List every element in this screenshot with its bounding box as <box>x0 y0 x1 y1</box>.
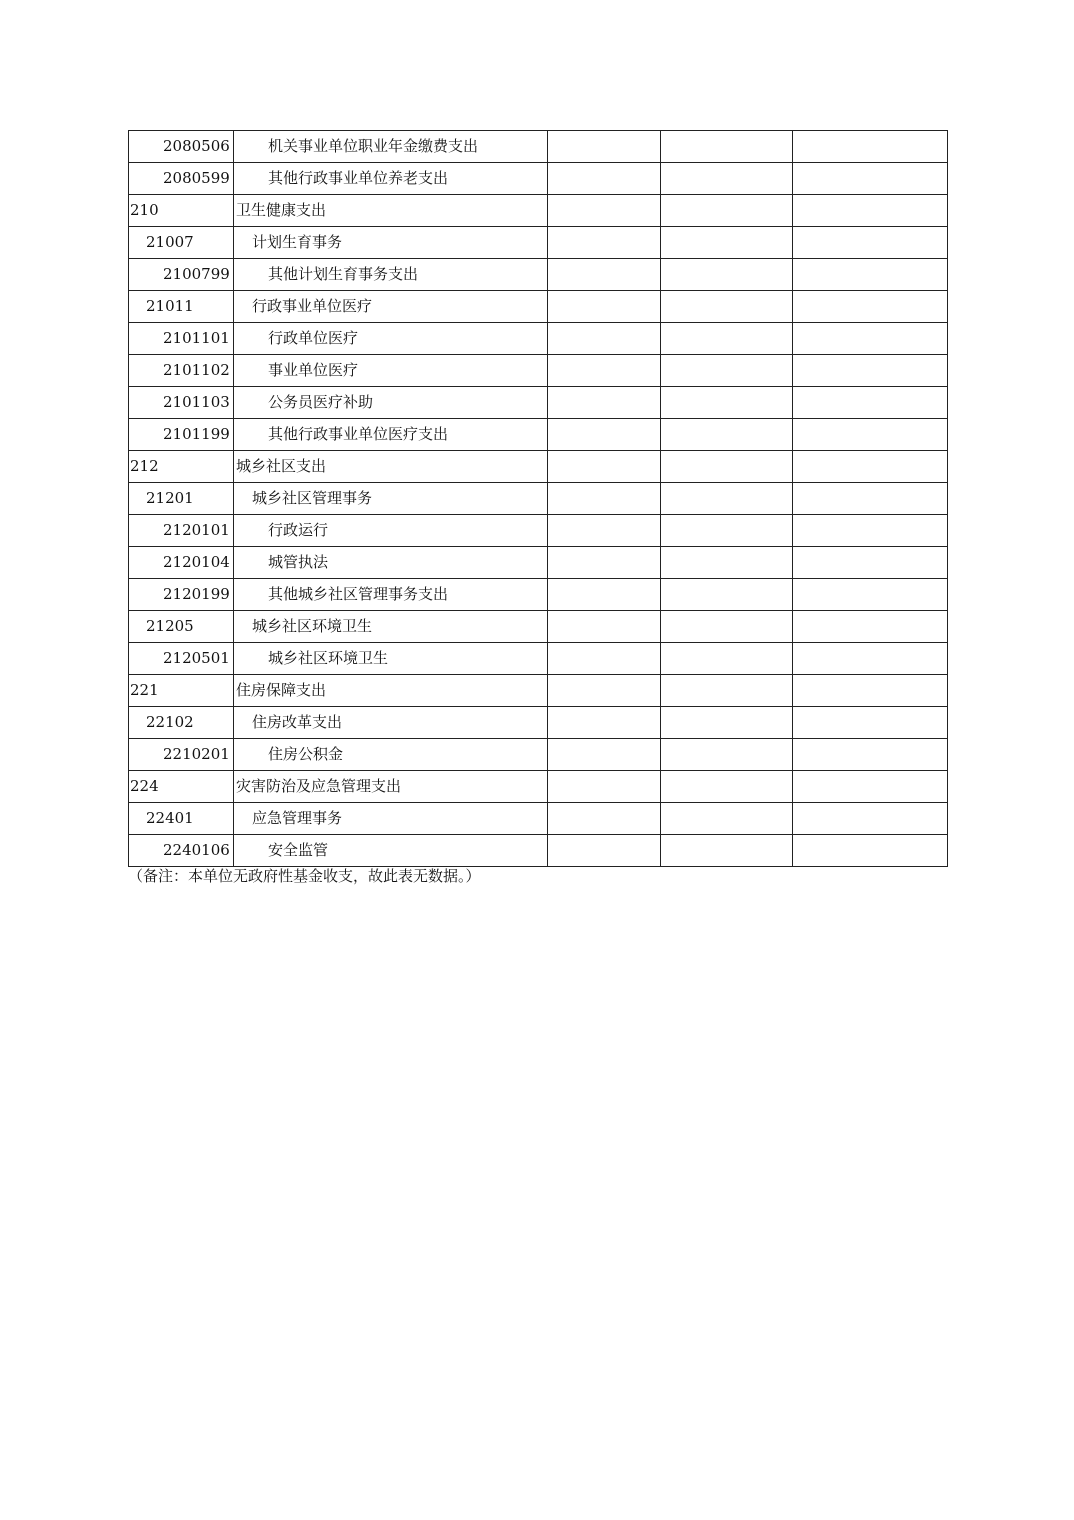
table-row <box>129 227 948 259</box>
table-row <box>129 739 948 771</box>
amount-cell-1 <box>548 451 661 483</box>
budget-table-container <box>128 130 947 867</box>
subject-name-cell: 其他城乡社区管理事务支出 <box>234 579 548 611</box>
amount-cell-1 <box>548 323 661 355</box>
amount-cell-2 <box>661 515 793 547</box>
amount-cell-2 <box>661 739 793 771</box>
subject-code-cell: 221 <box>129 675 234 707</box>
amount-cell-3 <box>793 803 948 835</box>
subject-code-cell: 22102 <box>129 707 234 739</box>
subject-code-cell: 2120101 <box>129 515 234 547</box>
amount-cell-3 <box>793 227 948 259</box>
amount-cell-2 <box>661 803 793 835</box>
amount-cell-3 <box>793 323 948 355</box>
amount-cell-1 <box>548 803 661 835</box>
amount-cell-1 <box>548 163 661 195</box>
subject-name-cell: 城乡社区环境卫生 <box>234 611 548 643</box>
table-row <box>129 803 948 835</box>
amount-cell-3 <box>793 419 948 451</box>
table-row <box>129 355 948 387</box>
amount-cell-3 <box>793 451 948 483</box>
amount-cell-1 <box>548 579 661 611</box>
amount-cell-2 <box>661 259 793 291</box>
amount-cell-1 <box>548 707 661 739</box>
budget-table <box>128 130 948 867</box>
subject-name-cell: 其他行政事业单位养老支出 <box>234 163 548 195</box>
table-row <box>129 387 948 419</box>
subject-name-cell: 行政事业单位医疗 <box>234 291 548 323</box>
amount-cell-1 <box>548 419 661 451</box>
amount-cell-2 <box>661 643 793 675</box>
subject-name-cell: 住房公积金 <box>234 739 548 771</box>
subject-code-cell: 2120199 <box>129 579 234 611</box>
subject-code-cell: 212 <box>129 451 234 483</box>
table-row <box>129 835 948 867</box>
subject-code-cell: 224 <box>129 771 234 803</box>
amount-cell-1 <box>548 259 661 291</box>
table-row <box>129 483 948 515</box>
amount-cell-2 <box>661 387 793 419</box>
amount-cell-3 <box>793 515 948 547</box>
table-row <box>129 707 948 739</box>
amount-cell-3 <box>793 355 948 387</box>
amount-cell-2 <box>661 195 793 227</box>
amount-cell-3 <box>793 739 948 771</box>
amount-cell-2 <box>661 771 793 803</box>
subject-name-cell: 城管执法 <box>234 547 548 579</box>
amount-cell-3 <box>793 643 948 675</box>
subject-code-cell: 2101199 <box>129 419 234 451</box>
table-row <box>129 579 948 611</box>
table-row <box>129 163 948 195</box>
amount-cell-2 <box>661 611 793 643</box>
amount-cell-2 <box>661 483 793 515</box>
subject-name-cell: 安全监管 <box>234 835 548 867</box>
amount-cell-2 <box>661 707 793 739</box>
amount-cell-3 <box>793 611 948 643</box>
subject-name-cell: 其他计划生育事务支出 <box>234 259 548 291</box>
amount-cell-1 <box>548 547 661 579</box>
amount-cell-1 <box>548 643 661 675</box>
subject-code-cell: 21201 <box>129 483 234 515</box>
subject-code-cell: 2100799 <box>129 259 234 291</box>
table-row <box>129 259 948 291</box>
subject-name-cell: 应急管理事务 <box>234 803 548 835</box>
amount-cell-3 <box>793 771 948 803</box>
amount-cell-2 <box>661 291 793 323</box>
amount-cell-1 <box>548 515 661 547</box>
subject-code-cell: 2120104 <box>129 547 234 579</box>
amount-cell-1 <box>548 675 661 707</box>
table-body <box>129 131 948 867</box>
table-row <box>129 771 948 803</box>
subject-name-cell: 住房改革支出 <box>234 707 548 739</box>
subject-name-cell: 机关事业单位职业年金缴费支出 <box>234 131 548 163</box>
subject-name-cell: 卫生健康支出 <box>234 195 548 227</box>
subject-name-cell: 城乡社区支出 <box>234 451 548 483</box>
amount-cell-3 <box>793 195 948 227</box>
amount-cell-1 <box>548 771 661 803</box>
subject-code-cell: 210 <box>129 195 234 227</box>
subject-code-cell: 2101102 <box>129 355 234 387</box>
amount-cell-3 <box>793 291 948 323</box>
amount-cell-2 <box>661 323 793 355</box>
amount-cell-2 <box>661 163 793 195</box>
amount-cell-1 <box>548 387 661 419</box>
subject-name-cell: 其他行政事业单位医疗支出 <box>234 419 548 451</box>
subject-code-cell: 21011 <box>129 291 234 323</box>
amount-cell-1 <box>548 611 661 643</box>
amount-cell-3 <box>793 131 948 163</box>
amount-cell-2 <box>661 675 793 707</box>
subject-code-cell: 2210201 <box>129 739 234 771</box>
table-note: （备注：本单位无政府性基金收支，故此表无数据。） <box>128 867 481 885</box>
amount-cell-1 <box>548 739 661 771</box>
amount-cell-1 <box>548 291 661 323</box>
amount-cell-2 <box>661 419 793 451</box>
subject-name-cell: 计划生育事务 <box>234 227 548 259</box>
amount-cell-3 <box>793 259 948 291</box>
amount-cell-1 <box>548 835 661 867</box>
amount-cell-2 <box>661 451 793 483</box>
amount-cell-1 <box>548 483 661 515</box>
table-row <box>129 419 948 451</box>
subject-name-cell: 城乡社区环境卫生 <box>234 643 548 675</box>
amount-cell-3 <box>793 579 948 611</box>
table-row <box>129 643 948 675</box>
table-row <box>129 131 948 163</box>
subject-code-cell: 22401 <box>129 803 234 835</box>
amount-cell-1 <box>548 227 661 259</box>
amount-cell-3 <box>793 387 948 419</box>
amount-cell-2 <box>661 579 793 611</box>
amount-cell-1 <box>548 195 661 227</box>
table-row <box>129 451 948 483</box>
subject-code-cell: 2101101 <box>129 323 234 355</box>
subject-code-cell: 2080506 <box>129 131 234 163</box>
table-row <box>129 195 948 227</box>
amount-cell-3 <box>793 483 948 515</box>
amount-cell-3 <box>793 547 948 579</box>
subject-code-cell: 21205 <box>129 611 234 643</box>
amount-cell-1 <box>548 131 661 163</box>
table-row <box>129 675 948 707</box>
amount-cell-3 <box>793 707 948 739</box>
amount-cell-3 <box>793 163 948 195</box>
subject-code-cell: 2101103 <box>129 387 234 419</box>
subject-code-cell: 2120501 <box>129 643 234 675</box>
subject-name-cell: 公务员医疗补助 <box>234 387 548 419</box>
amount-cell-2 <box>661 131 793 163</box>
subject-code-cell: 2080599 <box>129 163 234 195</box>
subject-code-cell: 21007 <box>129 227 234 259</box>
table-row <box>129 611 948 643</box>
table-row <box>129 323 948 355</box>
table-row <box>129 547 948 579</box>
amount-cell-3 <box>793 835 948 867</box>
table-row <box>129 515 948 547</box>
subject-name-cell: 灾害防治及应急管理支出 <box>234 771 548 803</box>
subject-name-cell: 行政运行 <box>234 515 548 547</box>
subject-name-cell: 城乡社区管理事务 <box>234 483 548 515</box>
table-row <box>129 291 948 323</box>
amount-cell-2 <box>661 835 793 867</box>
subject-code-cell: 2240106 <box>129 835 234 867</box>
subject-name-cell: 住房保障支出 <box>234 675 548 707</box>
amount-cell-1 <box>548 355 661 387</box>
amount-cell-2 <box>661 547 793 579</box>
subject-name-cell: 事业单位医疗 <box>234 355 548 387</box>
subject-name-cell: 行政单位医疗 <box>234 323 548 355</box>
amount-cell-2 <box>661 355 793 387</box>
amount-cell-3 <box>793 675 948 707</box>
amount-cell-2 <box>661 227 793 259</box>
